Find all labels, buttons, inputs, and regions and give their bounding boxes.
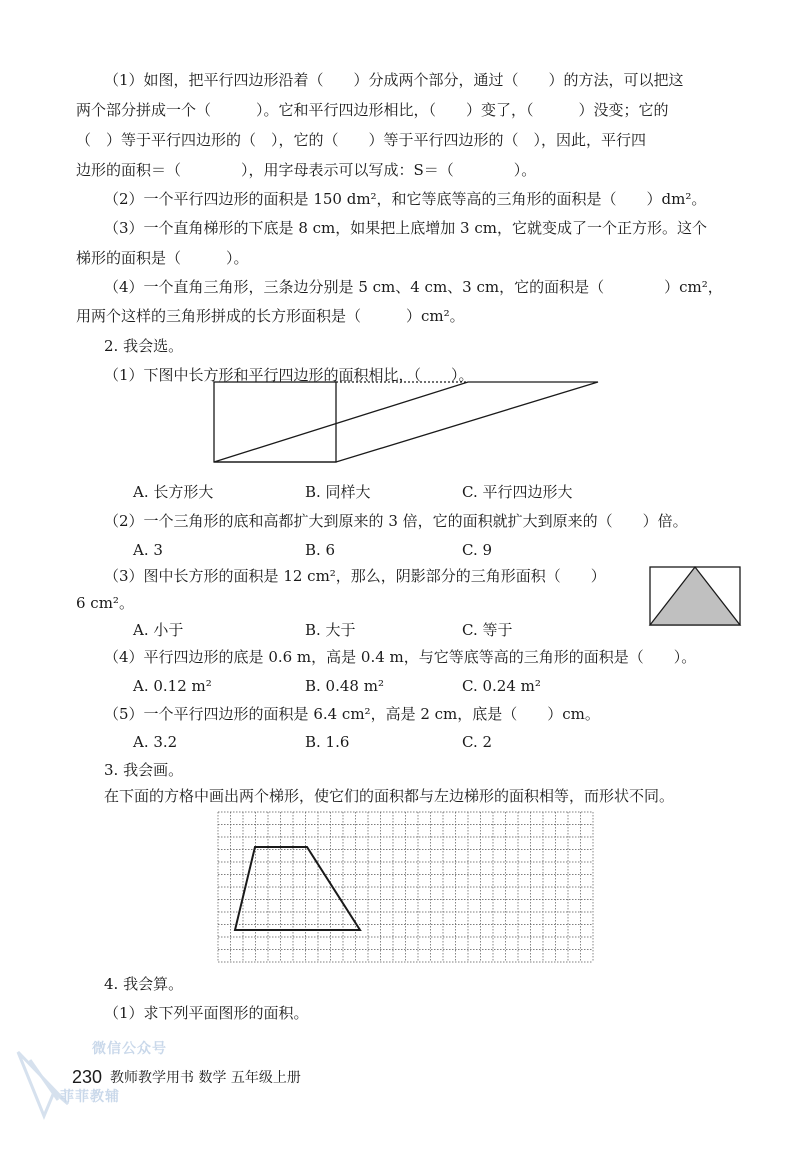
- q2-s4-question: （4）平行四边形的底是 0.6 m，高是 0.4 m，与它等底等高的三角形的面积是（ ）。: [104, 648, 697, 666]
- q2-s1-option-b: B. 同样大: [305, 483, 371, 501]
- q2-s3-question-cont: 6 cm²。: [76, 594, 134, 612]
- page-number: 230: [72, 1067, 103, 1087]
- rectangle-shape: [214, 382, 336, 462]
- q2-s4-option-a: A. 0.12 m²: [133, 677, 212, 695]
- parallelogram-shape: [214, 382, 598, 462]
- q4-s1-text: （1）求下列平面图形的面积。: [104, 1004, 309, 1022]
- q4-heading: 4. 我会算。: [104, 975, 184, 993]
- q2-s1-question: （1）下图中长方形和平行四边形的面积相比，（ ）。: [104, 366, 474, 384]
- watermark-line-1: 微信公众号: [92, 1041, 167, 1057]
- q3-instruction: 在下面的方格中画出两个梯形，使它们的面积都与左边梯形的面积相等，而形状不同。: [104, 787, 675, 805]
- q3-heading: 3. 我会画。: [104, 761, 184, 779]
- q1-line-6: （3）一个直角梯形的下底是 8 cm，如果把上底增加 3 cm，它就变成了一个正方形。这个: [104, 219, 707, 237]
- q2-s2-option-c: C. 9: [462, 541, 493, 559]
- watermark-pen-icon: [18, 1052, 68, 1116]
- q2-s3-question: （3）图中长方形的面积是 12 cm²，那么，阴影部分的三角形面积（ ）: [104, 567, 606, 585]
- q2-s4-option-c: C. 0.24 m²: [462, 677, 541, 695]
- q2-s2-question: （2）一个三角形的底和高都扩大到原来的 3 倍，它的面积就扩大到原来的（ ）倍。: [104, 512, 688, 530]
- q1-line-4: 边形的面积＝（ ），用字母表示可以写成：S＝（ ）。: [76, 161, 537, 179]
- q2-s2-option-a: A. 3: [133, 541, 163, 559]
- q2-s1-option-a: A. 长方形大: [133, 483, 214, 501]
- q1-line-8: （4）一个直角三角形，三条边分别是 5 cm、4 cm、3 cm，它的面积是（ ）cm²，: [104, 278, 723, 296]
- q1-line-5: （2）一个平行四边形的面积是 150 dm²，和它等底等高的三角形的面积是（ ）dm²。: [104, 190, 707, 208]
- q1-line-7: 梯形的面积是（ ）。: [76, 249, 249, 267]
- q2-s1-option-c: C. 平行四边形大: [462, 483, 573, 501]
- q2-s5-option-b: B. 1.6: [305, 733, 350, 751]
- q2-s5-option-c: C. 2: [462, 733, 493, 751]
- q2-heading: 2. 我会选。: [104, 337, 184, 355]
- q1-line-9: 用两个这样的三角形拼成的长方形面积是（ ）cm²。: [76, 307, 465, 325]
- q1-line-1: （1）如图，把平行四边形沿着（ ）分成两个部分，通过（ ）的方法，可以把这: [104, 71, 684, 89]
- q2-s5-question: （5）一个平行四边形的面积是 6.4 cm²，高是 2 cm，底是（ ）cm。: [104, 705, 600, 723]
- q2-s3-option-b: B. 大于: [305, 621, 356, 639]
- reference-trapezoid: [235, 847, 360, 930]
- drawing-grid: [216, 810, 596, 960]
- q2-s3-option-a: A. 小于: [133, 621, 184, 639]
- shaded-triangle-figure: [648, 565, 744, 627]
- q1-line-2: 两个部分拼成一个（ ）。它和平行四边形相比，（ ）变了，（ ）没变；它的: [76, 101, 669, 119]
- rect-parallelogram-figure: [200, 370, 610, 470]
- q1-line-3: （ ）等于平行四边形的（ ），它的（ ）等于平行四边形的（ ），因此，平行四: [76, 131, 647, 149]
- q2-s2-option-b: B. 6: [305, 541, 336, 559]
- shaded-triangle: [650, 567, 740, 625]
- q2-s3-option-c: C. 等于: [462, 621, 513, 639]
- q2-s4-option-b: B. 0.48 m²: [305, 677, 384, 695]
- watermark-line-2: 菲菲教辅: [60, 1089, 120, 1105]
- book-title: 教师教学用书 数学 五年级上册: [110, 1070, 301, 1086]
- q2-s5-option-a: A. 3.2: [133, 733, 178, 751]
